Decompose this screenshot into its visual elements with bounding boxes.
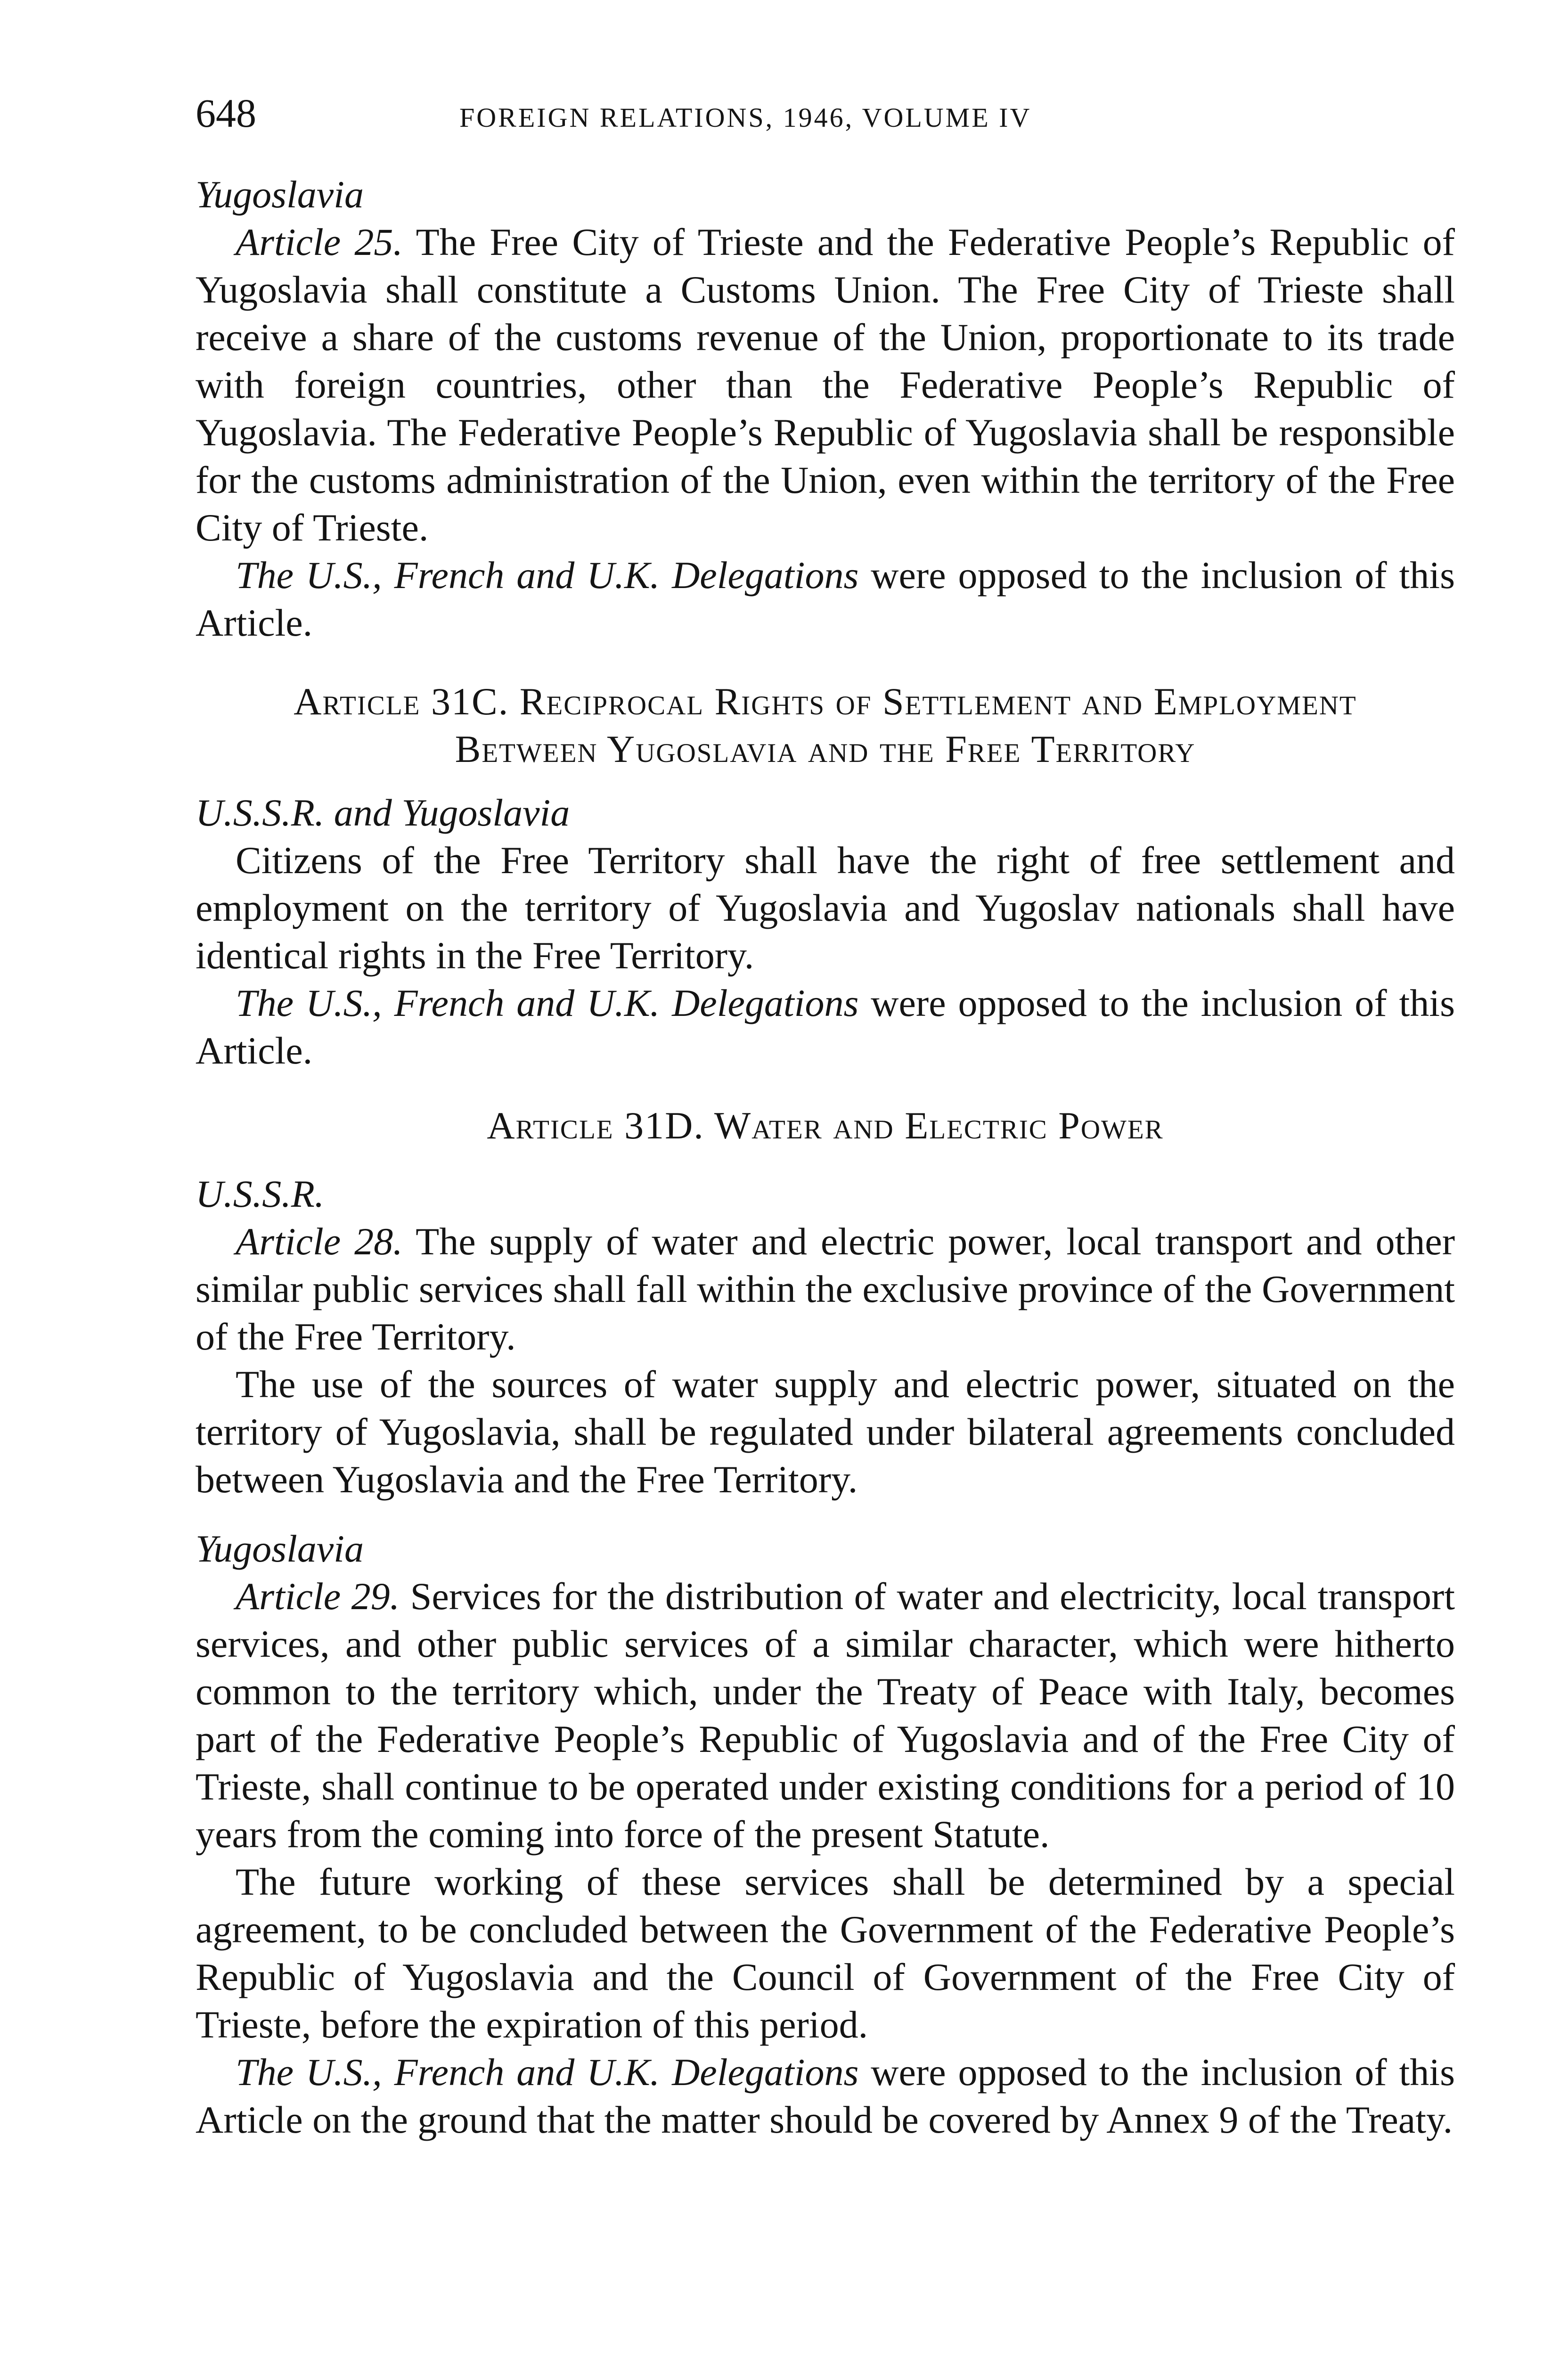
running-title: FOREIGN RELATIONS, 1946, VOLUME IV [459, 102, 1032, 133]
article-text: Services for the distribution of water and electricity, local transport services, and other public services of a similar character, which were hitherto common to the territory which, under the Treaty of Peace with Italy, becomes part of the Federative People’s Republic of Yugoslavia and of the Free City of Trieste, shall continue to be operated under existing conditions for a period of 10 years from the coming into force of the present Statute. [196, 1575, 1455, 1856]
article-reference: Article 29. [236, 1575, 400, 1618]
delegation-note [196, 979, 1455, 1074]
delegation-note-text: were opposed to the inclusion of this Article on the ground that the matter should be covered by Annex 9 of the Treaty. [196, 2051, 1455, 2141]
page-number: 648 [196, 90, 256, 136]
article-paragraph: Citizens of the Free Territory shall have the right of free settlement and employment on the territory of Yugoslavia and Yugoslav nationals shall have identical rights in the Free Territory. [196, 839, 1455, 977]
article-heading: Article 31D. Water and Electric Power [487, 1104, 1164, 1147]
running-head [196, 90, 1455, 146]
section-label: Yugoslavia [196, 1527, 364, 1570]
delegation-note [196, 2048, 1455, 2143]
delegation-names: The U.S., French and U.K. Delegations [236, 2051, 859, 2094]
section-label: U.S.S.R. and Yugoslavia [196, 791, 570, 834]
section-label: Yugoslavia [196, 173, 364, 216]
section-yugoslavia-article-25 [196, 171, 1455, 646]
article-text: The supply of water and electric power, local transport and other similar public services shall fall within the exclusive province of the Government of the Free Territory. [196, 1220, 1455, 1358]
article-paragraph [196, 218, 1455, 551]
delegation-note-text: were opposed to the inclusion of this Article. [196, 982, 1455, 1072]
delegation-names: The U.S., French and U.K. Delegations [236, 554, 859, 597]
delegation-note [196, 551, 1455, 646]
section-label: U.S.S.R. [196, 1172, 325, 1215]
article-text: The Free City of Trieste and the Federative People’s Republic of Yugoslavia shall constitute a Customs Union. The Free City of Trieste shall receive a share of the customs revenue of the Union, proportionate to its trade with foreign countries, other than the Federative People’s Republic of Yugoslavia. The Federative People’s Republic of Yugoslavia shall be responsible for the customs administration of the Union, even within the territory of the Free City of Trieste. [196, 221, 1455, 549]
article-paragraph: The use of the sources of water supply and electric power, situated on the territory of Yugoslavia, shall be regulated under bilateral agreements concluded between Yugoslavia and the Free Territory. [196, 1363, 1455, 1501]
article-paragraph: The future working of these services shall be determined by a special agreement, to be concluded between the Government of the Federative People’s Republic of Yugoslavia and the Council of Government of the Free City of Trieste, before the expiration of this period. [196, 1860, 1455, 2046]
article-heading-line-2: Between Yugoslavia and the Free Territory [455, 728, 1196, 770]
section-article-31d [196, 1102, 1455, 2143]
delegation-names: The U.S., French and U.K. Delegations [236, 982, 859, 1024]
delegation-note-text: were opposed to the inclusion of this Article. [196, 554, 1455, 644]
section-article-31c [196, 678, 1455, 1074]
article-heading [196, 678, 1455, 773]
article-paragraph [196, 1218, 1455, 1360]
article-heading-line-1: Article 31C. Reciprocal Rights of Settlement and Employment [294, 680, 1357, 723]
article-paragraph [196, 1572, 1455, 1858]
article-reference: Article 28. [236, 1220, 403, 1263]
article-reference: Article 25. [236, 221, 403, 263]
